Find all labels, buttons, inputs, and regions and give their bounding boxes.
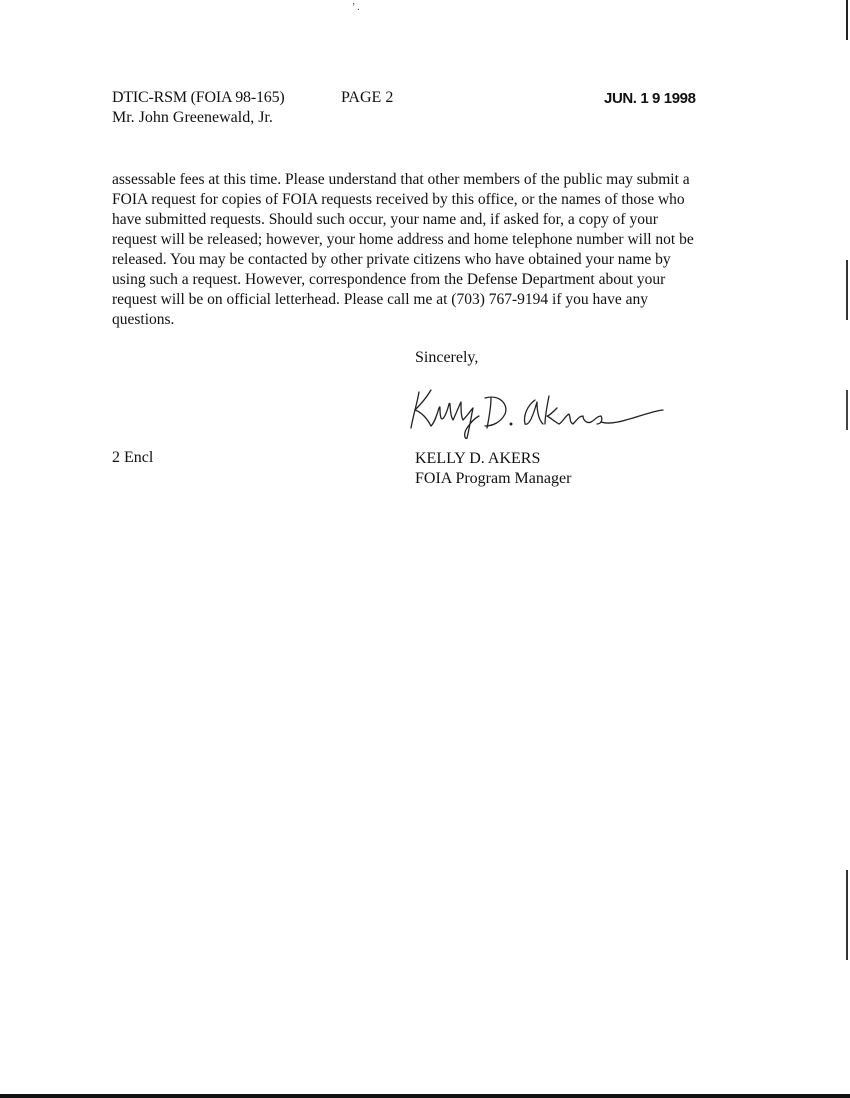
scan-artifact: ’ . (352, 2, 360, 13)
closing-salutation: Sincerely, (415, 349, 479, 366)
signer-title: FOIA Program Manager (415, 470, 572, 487)
page-number: PAGE 2 (341, 89, 394, 106)
scan-edge-right (846, 0, 848, 1098)
body-line: using such a request. However, correspondence from the Defense Department about your (112, 271, 666, 288)
enclosure-note: 2 Encl (112, 449, 154, 466)
body-line: questions. (112, 311, 175, 328)
addressee: Mr. John Greenewald, Jr. (112, 109, 273, 126)
scan-edge-bottom (0, 1094, 850, 1098)
body-line: FOIA request for copies of FOIA requests received by this office, or the names of those who (112, 191, 685, 208)
date-stamp: JUN. 1 9 1998 (604, 90, 696, 107)
body-line: request will be on official letterhead. Please call me at (703) 767-9194 if you have any (112, 291, 649, 308)
signer-name: KELLY D. AKERS (415, 450, 541, 467)
body-line: have submitted requests. Should such occur, your name and, if asked for, a copy of your (112, 211, 658, 228)
body-line: assessable fees at this time. Please understand that other members of the public may submit a (112, 171, 690, 188)
handwritten-signature (405, 382, 667, 444)
body-line: released. You may be contacted by other private citizens who have obtained your name by (112, 251, 671, 268)
reference-number: DTIC-RSM (FOIA 98-165) (112, 89, 285, 106)
body-line: request will be released; however, your home address and home telephone number will not be (112, 231, 694, 248)
letter-body (112, 170, 752, 330)
